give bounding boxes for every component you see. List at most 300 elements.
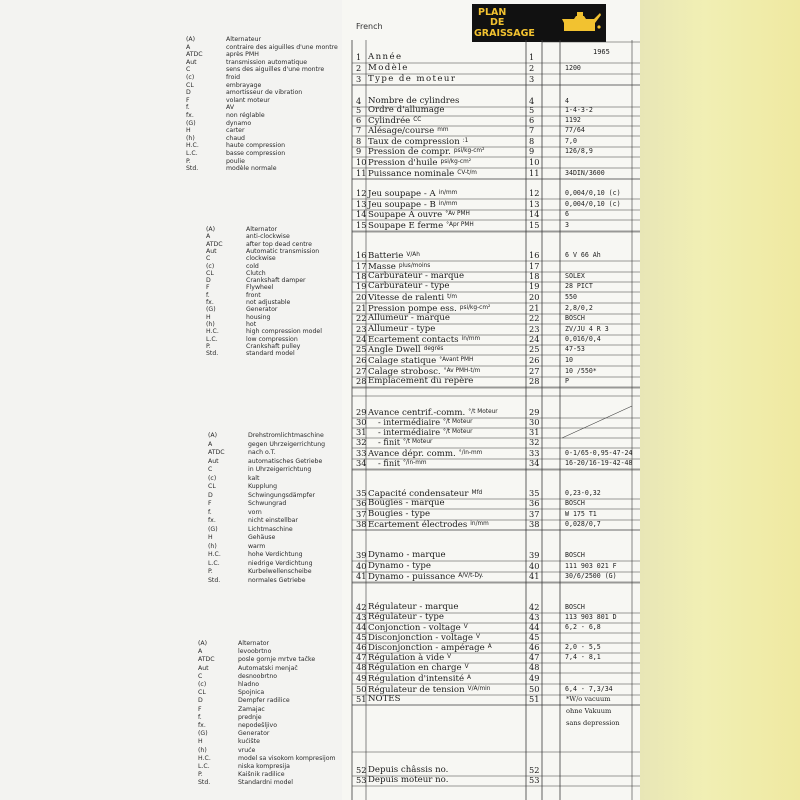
legend-abbreviation: H.C.	[198, 754, 211, 762]
row-label	[368, 355, 473, 366]
language-label: French	[356, 22, 383, 31]
row-label	[368, 188, 457, 199]
row-number: 42	[356, 602, 367, 612]
note-line: sans depression	[566, 719, 620, 727]
row-label-text: Depuis moteur no.	[368, 775, 449, 785]
row-value: 4	[565, 97, 569, 105]
row-number-repeat: 39	[529, 550, 540, 560]
row-number-repeat: 22	[529, 313, 540, 323]
row-number: 49	[356, 673, 367, 683]
row-number-repeat: 51	[529, 694, 540, 704]
legend-meaning: Kaišnik radilice	[238, 771, 285, 779]
row-number-repeat: 48	[529, 662, 540, 672]
row-value: 0,004/0,10 (c)	[565, 200, 621, 208]
row-number-repeat: 49	[529, 673, 540, 683]
row-label	[368, 313, 450, 324]
row-label-text: Disconjonction - ampérage	[368, 643, 485, 653]
legend-abbreviation: C	[186, 66, 191, 74]
row-number-repeat: 24	[529, 334, 540, 344]
row-value: SOLEX	[565, 272, 585, 280]
row-number-repeat: 38	[529, 519, 540, 529]
row-number-repeat: 17	[529, 261, 540, 271]
row-number-repeat: 45	[529, 632, 540, 642]
row-value: 126/8,9	[565, 147, 593, 155]
row-value: 10 /550*	[565, 367, 597, 375]
legend-abbreviation: A	[208, 440, 213, 448]
legend-abbreviation: H	[208, 534, 213, 541]
legend-meaning: clockwise	[246, 255, 276, 263]
row-number-repeat: 10	[529, 157, 540, 167]
legend-meaning: Flywheel	[246, 284, 274, 292]
legend-meaning: froid	[226, 74, 241, 81]
legend-meaning: transmission automatique	[226, 58, 308, 66]
row-number-repeat: 34	[529, 458, 540, 468]
legend-abbreviation: F	[186, 96, 190, 104]
row-number-repeat: 20	[529, 292, 540, 302]
row-number: 12	[356, 188, 367, 198]
row-label	[368, 74, 456, 85]
row-label-text: Emplacement du repère	[368, 376, 474, 386]
row-label-text: Régulation d'intensité	[368, 674, 465, 684]
row-unit: °/t Moteur	[468, 409, 498, 415]
row-number: 8	[356, 136, 362, 146]
legend-abbreviation: (c)	[208, 474, 217, 482]
row-unit: CC	[413, 117, 422, 123]
row-number: 44	[356, 622, 367, 632]
legend-abbreviation: D	[208, 491, 213, 499]
legend-abbreviation: D	[186, 89, 191, 97]
row-number: 24	[356, 334, 367, 344]
row-number: 16	[356, 250, 367, 260]
legend-meaning: Gehäuse	[248, 534, 276, 541]
badge-line-2: DE	[490, 17, 505, 28]
row-number: 22	[356, 313, 367, 323]
legend-meaning: Spojnica	[238, 689, 265, 697]
row-unit: t/m	[447, 294, 457, 300]
row-value: P	[565, 377, 569, 385]
legend-abbreviation: H	[198, 738, 203, 746]
row-number: 41	[356, 571, 367, 581]
row-value: 1-4-3-2	[565, 106, 593, 114]
row-label-text: Allumeur - marque	[368, 313, 450, 323]
legend-meaning: niska kompresija	[238, 763, 290, 770]
row-number-repeat: 46	[529, 642, 540, 652]
row-number-repeat: 8	[529, 136, 535, 146]
row-label-text: Taux de compression	[368, 137, 460, 147]
legend-meaning: nepodešljivo	[238, 722, 278, 729]
row-label	[368, 519, 489, 530]
legend-abbreviation: (h)	[186, 134, 195, 142]
legend-meaning: niedrige Verdichtung	[248, 559, 313, 567]
row-label	[368, 498, 445, 509]
legend-abbreviation: L.C.	[186, 150, 198, 157]
row-value: 3	[565, 221, 569, 229]
legend-meaning: contraire des aiguilles d'une montre	[226, 43, 338, 51]
row-number: 36	[356, 498, 367, 508]
legend-meaning: poulie	[226, 157, 245, 165]
row-number: 28	[356, 376, 367, 386]
row-number: 52	[356, 765, 367, 775]
legend-abbreviation: Aut	[186, 58, 197, 66]
row-number: 2	[356, 63, 362, 73]
row-number: 1	[356, 52, 362, 62]
row-number-repeat: 13	[529, 199, 540, 209]
legend-abbreviation: fx.	[186, 112, 194, 119]
row-label	[368, 157, 471, 168]
row-label-text: Conjonction - voltage	[368, 623, 461, 633]
legend-meaning: chaud	[226, 134, 245, 142]
row-number: 18	[356, 271, 367, 281]
row-value: BOSCH	[565, 314, 585, 322]
row-number: 4	[356, 96, 362, 106]
row-number: 29	[356, 407, 367, 417]
row-number-repeat: 47	[529, 652, 540, 662]
row-unit: A	[487, 644, 492, 650]
legend-meaning: Generator	[246, 306, 278, 314]
row-label	[368, 376, 473, 387]
row-number-repeat: 1	[529, 52, 535, 62]
row-number-repeat: 2	[529, 63, 535, 73]
legend-abbreviation: (h)	[198, 746, 207, 754]
legend-abbreviation: fx.	[208, 517, 216, 524]
row-value: 2,0 - 5,5	[565, 643, 601, 651]
row-number-repeat: 43	[529, 612, 540, 622]
row-number-repeat: 30	[529, 417, 540, 427]
row-number-repeat: 27	[529, 366, 540, 376]
row-number: 3	[356, 74, 362, 84]
row-number-repeat: 3	[529, 74, 535, 84]
row-number: 21	[356, 303, 367, 313]
row-unit: psi/kg-cm²	[453, 148, 485, 154]
legend-abbreviation: D	[206, 277, 211, 285]
row-number-repeat: 50	[529, 684, 540, 694]
row-value: 28 PICT	[565, 282, 593, 290]
row-number: 25	[356, 344, 367, 354]
row-number-repeat: 5	[529, 105, 535, 115]
row-label-text: Soupape A ouvre	[368, 210, 443, 220]
row-number: 38	[356, 519, 367, 529]
row-number: 50	[356, 684, 367, 694]
row-number-repeat: 26	[529, 355, 540, 365]
legend-meaning: Zamajac	[238, 705, 265, 713]
legend-abbreviation: H.C.	[186, 142, 199, 150]
row-number-repeat: 4	[529, 96, 535, 106]
row-unit: A/V/t-Dy.	[458, 573, 484, 579]
legend-meaning: Lichtmaschine	[248, 525, 293, 533]
row-value: 6,4 - 7,3/34	[565, 685, 613, 693]
legend-meaning: posle gornje mrtve tačke	[238, 656, 316, 664]
row-label	[378, 458, 427, 469]
row-label-text: Alésage/course	[368, 126, 435, 136]
legend-abbreviation: D	[198, 697, 203, 705]
legend-meaning: vorn	[248, 508, 262, 516]
legend-meaning: desnoobrtno	[238, 672, 278, 680]
row-label	[368, 63, 409, 74]
row-number: 47	[356, 652, 367, 662]
row-label-text: Avance centrif.-comm.	[368, 408, 466, 418]
row-label	[368, 673, 471, 684]
row-value: 10	[565, 356, 573, 364]
row-label-text: Année	[368, 52, 403, 62]
row-value: BOSCH	[565, 499, 585, 507]
legend-meaning: after top dead centre	[246, 240, 312, 248]
row-label-text: Carburateur - marque	[368, 271, 465, 281]
row-unit: A	[467, 675, 471, 681]
row-number-repeat: 40	[529, 561, 540, 571]
legend-abbreviation: (A)	[206, 226, 216, 233]
row-label-text: - intermédiaire	[378, 417, 441, 427]
badge-line-3: GRAISSAGE	[474, 28, 535, 39]
legend-meaning: Crankshaft damper	[246, 277, 306, 285]
row-unit: CV-t/m	[457, 170, 477, 176]
legend-abbreviation: L.C.	[208, 559, 220, 567]
legend-abbreviation: C	[206, 255, 211, 263]
row-unit: °/t Moteur	[443, 419, 473, 425]
legend-abbreviation: Aut	[198, 664, 209, 672]
row-label-text: Ecartement contacts	[368, 335, 459, 345]
row-number: 34	[356, 458, 367, 468]
legend-meaning: Kupplung	[248, 483, 278, 490]
legend-abbreviation: L.C.	[198, 763, 210, 770]
row-label	[368, 292, 457, 303]
legend-abbreviation: H.C.	[206, 328, 219, 336]
legend-abbreviation: f.	[186, 104, 190, 112]
row-number-repeat: 15	[529, 220, 540, 230]
row-number: 13	[356, 199, 367, 209]
legend-abbreviation: (A)	[208, 432, 218, 439]
row-label-text: Calage statique	[368, 356, 437, 366]
row-label-text: Puissance nominale	[368, 169, 455, 179]
legend-meaning: Kurbelwellenscheibe	[248, 568, 312, 575]
row-number-repeat: 21	[529, 303, 540, 313]
row-number-repeat: 11	[529, 168, 540, 178]
legend-meaning: Automatic transmission	[246, 247, 320, 255]
row-label-text: Pression pompe ess.	[368, 304, 457, 314]
row-number: 27	[356, 366, 367, 376]
row-label-text: Batterie	[368, 251, 404, 261]
legend-abbreviation: C	[198, 672, 203, 680]
legend-abbreviation: Std.	[186, 165, 199, 173]
row-value: 0,004/0,10 (c)	[565, 189, 621, 197]
legend-abbreviation: Aut	[208, 457, 219, 465]
legend-abbreviation: (A)	[186, 36, 196, 43]
row-label-text: Bougies - type	[368, 509, 431, 519]
row-value: 6	[565, 210, 569, 218]
row-label-text: - finit	[378, 437, 401, 447]
row-value: 1192	[565, 116, 581, 124]
row-unit: °Apr PMH	[446, 222, 474, 228]
legend-meaning: high compression model	[246, 328, 322, 336]
row-number: 32	[356, 437, 367, 447]
row-number-repeat: 31	[529, 427, 540, 437]
row-label	[368, 694, 400, 705]
row-unit: °Av PMH-t/m	[443, 368, 481, 374]
row-number: 5	[356, 105, 362, 115]
row-number-repeat: 6	[529, 115, 535, 125]
row-label-text: - finit	[378, 458, 401, 468]
row-label-text: Avance dépr. comm.	[368, 449, 456, 459]
row-label	[368, 220, 474, 231]
legend-meaning: hot	[246, 320, 257, 328]
row-unit: psi/kg-cm²	[440, 159, 472, 165]
legend-meaning: Alternator	[246, 226, 278, 233]
row-label-text: Bougies - marque	[368, 498, 445, 508]
row-value: 34DIN/3600	[565, 169, 605, 177]
legend-meaning: anti-clockwise	[246, 233, 290, 241]
row-label-text: Jeu soupape - B	[368, 200, 436, 210]
legend-abbreviation: H.C.	[208, 551, 221, 558]
row-label-text: Régulateur de tension	[368, 685, 465, 695]
row-number-repeat: 28	[529, 376, 540, 386]
row-value: 30/6/2500 (G)	[565, 572, 617, 580]
row-label-text: Régulation en charge	[368, 663, 462, 673]
row-number: 23	[356, 324, 367, 334]
year-value: 1965	[593, 48, 610, 56]
row-label	[368, 344, 443, 355]
row-number-repeat: 52	[529, 765, 540, 775]
row-unit: :1	[462, 138, 469, 144]
legend-meaning: Schwingungsdämpfer	[248, 491, 316, 499]
legend-abbreviation: (G)	[186, 119, 196, 127]
row-value: 16-20/16-19-42-48	[565, 459, 633, 467]
note-line: *W/o vacuum	[566, 695, 611, 703]
row-number-repeat: 37	[529, 509, 540, 519]
diagonal-stroke	[562, 406, 632, 438]
legend-abbreviation: P.	[198, 771, 203, 779]
legend-meaning: Alternator	[238, 640, 270, 647]
row-unit: psi/kg-cm²	[459, 305, 491, 311]
legend-meaning: Drehstromlichtmaschine	[248, 432, 324, 439]
row-unit: plus/moins	[398, 263, 431, 269]
row-label-text: Masse	[368, 262, 396, 272]
row-label-text: Soupape E ferme	[368, 221, 444, 231]
row-unit: V	[464, 664, 469, 670]
row-value: ZV/JU 4 R 3	[565, 325, 609, 333]
legend-abbreviation: (c)	[186, 74, 195, 81]
row-unit: °/t Moteur	[403, 439, 433, 445]
row-value: 0,016/0,4	[565, 335, 601, 343]
row-value: BOSCH	[565, 551, 585, 559]
legend-meaning: vruće	[238, 746, 256, 754]
legend-meaning: model sa visokom kompresijom	[238, 754, 336, 762]
legend-abbreviation: Std.	[198, 779, 211, 787]
row-number: 6	[356, 115, 362, 125]
row-label-text: Régulateur - type	[368, 612, 444, 622]
legend-abbreviation: (G)	[198, 730, 208, 738]
row-number: 35	[356, 488, 367, 498]
row-label-text: Vitesse de ralenti	[368, 293, 445, 303]
legend-meaning: modèle normale	[226, 165, 277, 173]
legend-meaning: volant moteur	[226, 96, 270, 104]
row-number: 15	[356, 220, 367, 230]
row-number-repeat: 9	[529, 146, 535, 156]
row-label-text: Allumeur - type	[368, 324, 436, 334]
row-number: 7	[356, 125, 362, 135]
legend-meaning: nicht einstellbar	[248, 517, 298, 524]
row-number: 31	[356, 427, 367, 437]
row-value: 7,0	[565, 137, 577, 145]
row-label-text: - intermédiaire	[378, 427, 441, 437]
row-label	[368, 146, 484, 157]
legend-abbreviation: (c)	[206, 262, 215, 270]
legend-abbreviation: F	[208, 500, 212, 507]
row-number-repeat: 23	[529, 324, 540, 334]
row-label-text: Disconjonction - voltage	[368, 633, 473, 643]
row-unit: °/in-mm	[403, 460, 427, 466]
row-label-text: NOTES	[368, 694, 401, 704]
legend-abbreviation: Aut	[206, 247, 217, 255]
note-line: ohne Vakuum	[566, 707, 612, 715]
row-label-text: Type de moteur	[368, 74, 457, 84]
row-number-repeat: 25	[529, 344, 540, 354]
legend-meaning: Standardni model	[238, 779, 294, 787]
row-number-repeat: 19	[529, 281, 540, 291]
row-label-text: Régulateur - marque	[368, 602, 459, 612]
legend-meaning: hohe Verdichtung	[248, 551, 303, 558]
row-unit: °Avant PMH	[439, 357, 474, 363]
row-number: 10	[356, 157, 367, 167]
legend-abbreviation: (A)	[198, 640, 208, 647]
legend-abbreviation: H	[186, 127, 191, 135]
legend-abbreviation: P.	[206, 342, 211, 350]
legend-meaning: sens des aiguilles d'une montre	[226, 66, 325, 74]
row-number-repeat: 36	[529, 498, 540, 508]
legend-abbreviation: fx.	[198, 722, 206, 729]
row-number-repeat: 35	[529, 488, 540, 498]
legend-abbreviation: ATDC	[206, 240, 223, 248]
row-number: 45	[356, 632, 367, 642]
row-value: 7,4 - 8,1	[565, 653, 601, 661]
legend-meaning: nach o.T.	[248, 449, 276, 456]
legend-abbreviation: CL	[206, 269, 214, 277]
legend-meaning: low compression	[246, 335, 298, 343]
legend-abbreviation: H	[206, 313, 211, 321]
row-number: 39	[356, 550, 367, 560]
legend-meaning: Dempfer radilice	[238, 697, 290, 705]
legend-meaning: haute compression	[226, 142, 286, 150]
row-label	[368, 209, 470, 220]
row-number-repeat: 41	[529, 571, 540, 581]
row-number-repeat: 7	[529, 125, 535, 135]
legend-meaning: housing	[246, 313, 271, 321]
legend-meaning: basse compression	[226, 150, 286, 157]
row-number-repeat: 42	[529, 602, 540, 612]
row-number: 40	[356, 561, 367, 571]
legend-abbreviation: A	[186, 43, 191, 51]
row-unit: mm	[437, 127, 449, 133]
row-value: 1200	[565, 64, 581, 72]
row-label-text: Modèle	[368, 63, 409, 73]
row-label-text: Pression de compr.	[368, 147, 451, 157]
row-number-repeat: 44	[529, 622, 540, 632]
row-number: 26	[356, 355, 367, 365]
row-label	[368, 571, 483, 582]
legend-meaning: Automatski menjač	[238, 664, 298, 672]
row-label	[368, 281, 450, 292]
legend-meaning: embrayage	[226, 81, 262, 89]
row-label	[368, 662, 469, 673]
row-label	[368, 250, 420, 261]
legend-abbreviation: F	[206, 284, 210, 292]
row-number: 51	[356, 694, 367, 704]
row-number: 30	[356, 417, 367, 427]
legend-meaning: non réglable	[226, 112, 265, 119]
row-value: 0-1/65-0,95-47-24	[565, 449, 633, 457]
row-unit: V	[463, 624, 468, 630]
row-label-text: Cylindrée	[368, 116, 411, 126]
legend-abbreviation: A	[198, 648, 203, 656]
legend-abbreviation: fx.	[206, 299, 214, 306]
